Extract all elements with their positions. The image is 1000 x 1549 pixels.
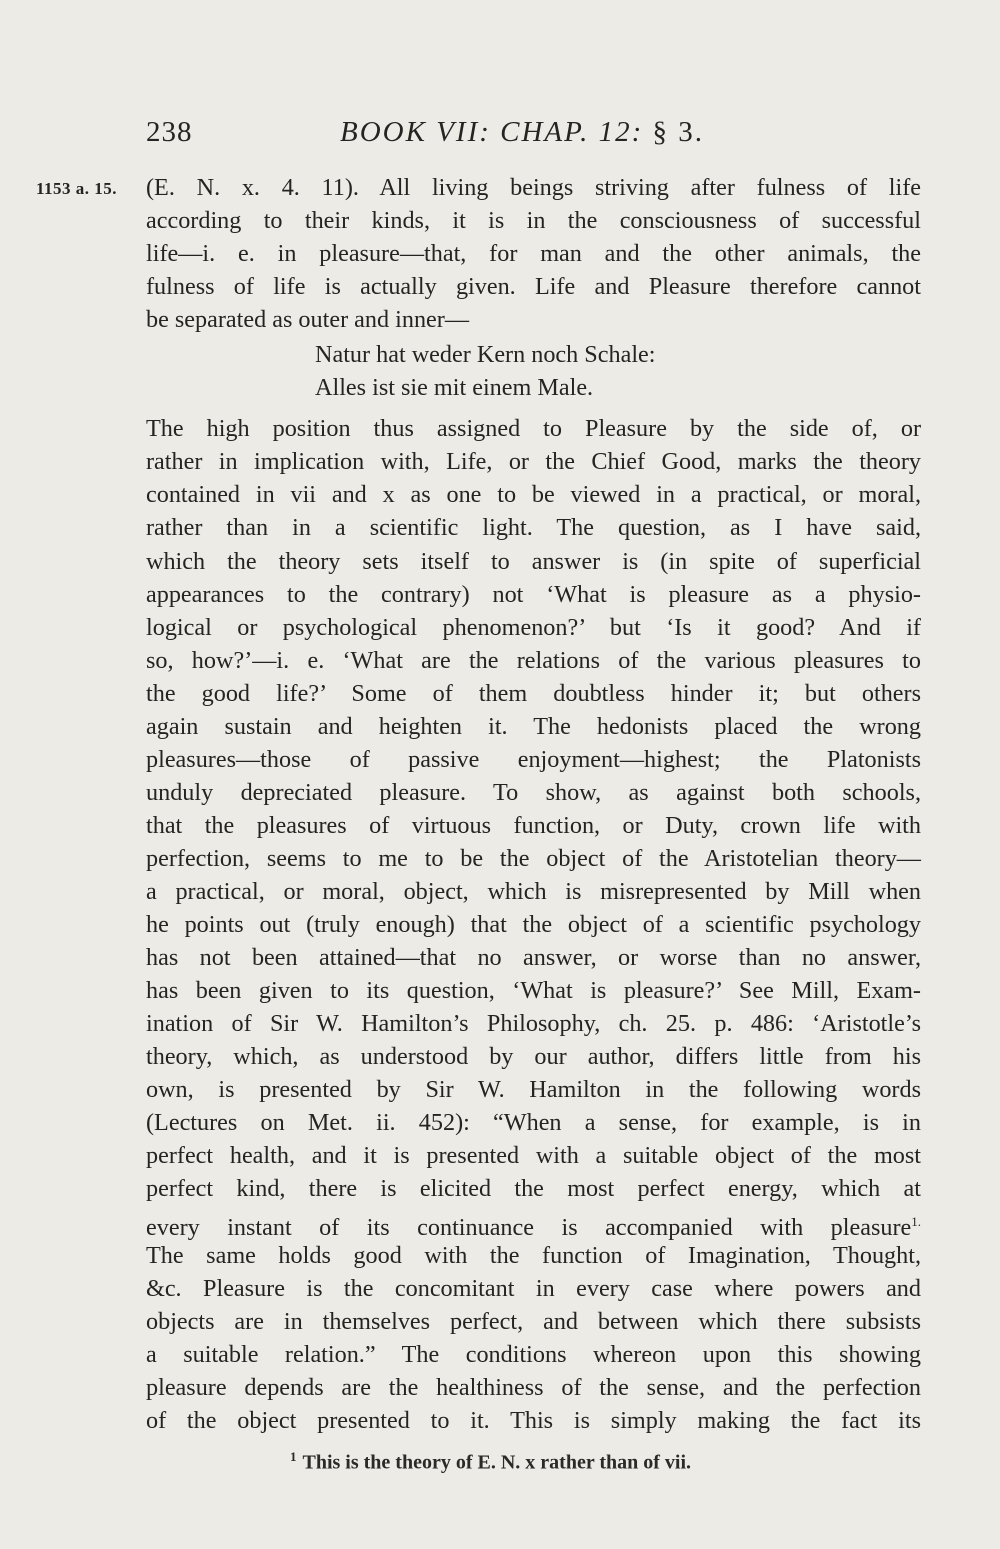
text-line: logical or psychological phenomenon?’ but ‘Is it good? And if (146, 613, 921, 641)
text-line: be separated as outer and inner— (146, 306, 470, 334)
text-line: &c. Pleasure is the concomitant in every case where powers and (146, 1274, 921, 1302)
page-body (146, 171, 921, 1437)
running-head (0, 116, 1000, 156)
text-line: perfection, seems to me to be the object of the Aristotelian theory— (146, 844, 921, 872)
text-line: a suitable relation.” The conditions whereon upon this showing (146, 1340, 921, 1368)
text-line-content: every instant of its continuance is accompanied with pleasure (146, 1214, 912, 1242)
chapter-title (340, 116, 704, 149)
text-line: appearances to the contrary) not ‘What is pleasure as a physio- (146, 580, 921, 608)
text-line: has not been attained—that no answer, or worse than no answer, (146, 944, 921, 972)
section-number: § 3. (652, 116, 705, 148)
text-line: unduly depreciated pleasure. To show, as against both schools, (146, 778, 921, 806)
text-line: he points out (truly enough) that the object of a scientific psychology (146, 911, 921, 939)
text-line: of the object presented to it. This is simply making the fact its (146, 1406, 921, 1434)
text-line: again sustain and heighten it. The hedonists placed the wrong (146, 712, 921, 740)
text-line: pleasures—those of passive enjoyment—highest; the Platonists (146, 745, 921, 773)
verse-line: Natur hat weder Kern noch Schale: (315, 341, 656, 369)
footnote-text: This is the theory of E. N. x rather than of vii. (302, 1451, 692, 1474)
text-line: which the theory sets itself to answer is (in spite of superficial (146, 547, 921, 575)
text-line: objects are in themselves perfect, and between which there subsists (146, 1307, 921, 1335)
footnote (290, 1449, 691, 1475)
page-number: 238 (146, 116, 193, 148)
margin-reference: 1153 a. 15. (36, 179, 118, 198)
text-line: ination of Sir W. Hamilton’s Philosophy, ch. 25. p. 486: ‘Aristotle’s (146, 1010, 921, 1038)
text-line: fulness of life is actually given. Life and Pleasure therefore cannot (146, 273, 921, 301)
text-line: life—i. e. in pleasure—that, for man and the other animals, the (146, 240, 921, 268)
text-line: theory, which, as understood by our author, differs little from his (146, 1043, 921, 1071)
text-line: The high position thus assigned to Pleasure by the side of, or (146, 415, 921, 443)
text-line: according to their kinds, it is in the consciousness of successful (146, 207, 921, 235)
text-line: contained in vii and x as one to be viewed in a practical, or moral, (146, 481, 921, 509)
text-line: own, is presented by Sir W. Hamilton in the following words (146, 1076, 921, 1104)
footnote-number: 1 (290, 1449, 297, 1464)
text-line: pleasure depends are the healthiness of the sense, and the perfection (146, 1373, 921, 1401)
text-line: rather in implication with, Life, or the Chief Good, marks the theory (146, 448, 921, 476)
text-line: perfect health, and it is presented with a suitable object of the most (146, 1142, 921, 1170)
text-line: that the pleasures of virtuous function, or Duty, crown life with (146, 811, 921, 839)
verse-line: Alles ist sie mit einem Male. (315, 374, 594, 402)
footnote-marker: 1. (911, 1214, 921, 1230)
text-line: has been given to its question, ‘What is pleasure?’ See Mill, Exam- (146, 977, 921, 1005)
paragraph-gap (146, 404, 921, 412)
text-line-with-footnote (146, 1205, 921, 1242)
text-line: (E. N. x. 4. 11). All living beings striving after fulness of life (146, 174, 921, 201)
text-line: a practical, or moral, object, which is misrepresented by Mill when (146, 877, 921, 905)
text-line: so, how?’—i. e. ‘What are the relations of the various pleasures to (146, 646, 921, 674)
text-line: (Lectures on Met. ii. 452): “When a sense, for example, is in (146, 1109, 921, 1137)
text-line: rather than in a scientific light. The question, as I have said, (146, 514, 921, 542)
text-line: the good life?’ Some of them doubtless hinder it; but others (146, 679, 921, 707)
text-line: perfect kind, there is elicited the most perfect energy, which at (146, 1175, 921, 1203)
text-line: The same holds good with the function of Imagination, Thought, (146, 1241, 921, 1269)
chapter-label: BOOK VII: CHAP. 12: (340, 116, 644, 148)
